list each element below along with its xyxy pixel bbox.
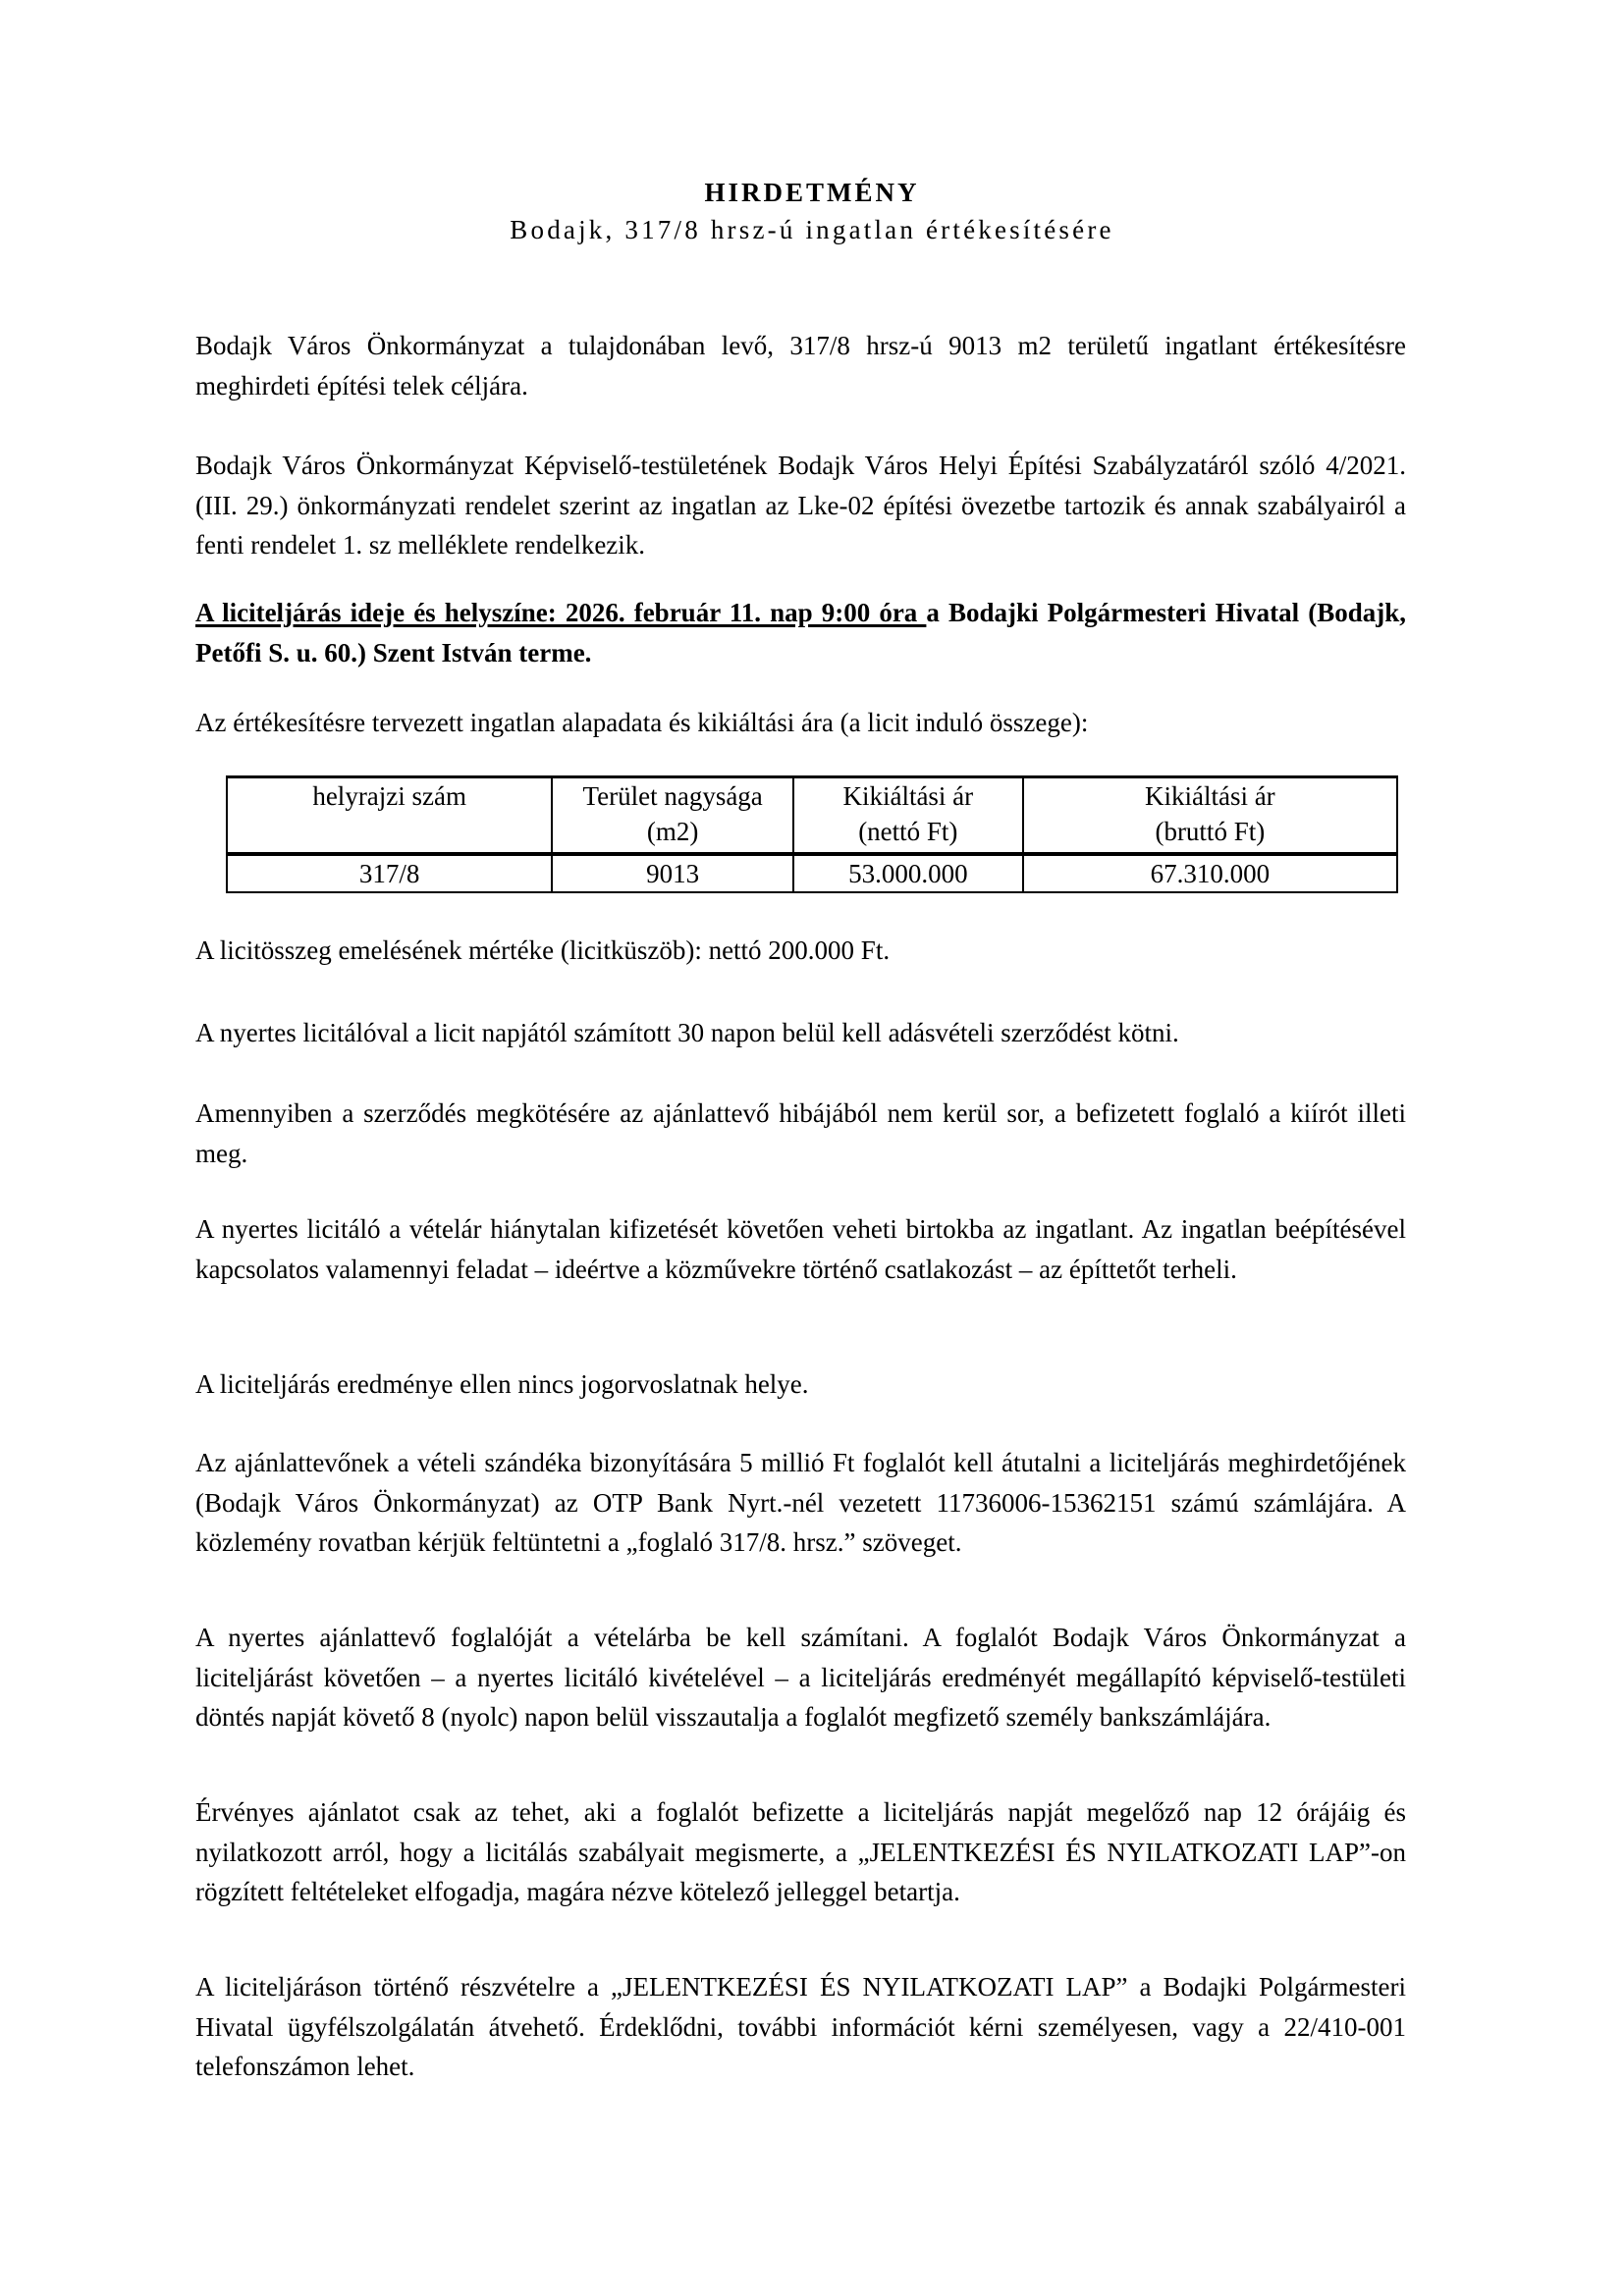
- header-text: (nettó Ft): [858, 817, 958, 846]
- document-title: HIRDETMÉNY: [704, 178, 920, 207]
- table-cell-lot-number: 317/8: [227, 854, 552, 892]
- table-cell-net-price: 53.000.000: [793, 854, 1023, 892]
- table-header-cell: [227, 777, 552, 854]
- paragraph-table-intro: Az értékesítésre tervezett ingatlan alapadata és kikiáltási ára (a licit induló összege):: [195, 708, 1089, 737]
- table-header-cell: [552, 777, 793, 854]
- header-text: Terület nagysága: [582, 781, 763, 811]
- paragraph-contract: A nyertes licitálóval a licit napjától számított 30 napon belül kell adásvételi szerződést kötni.: [195, 1018, 1179, 1047]
- paragraph-refund: A nyertes ajánlattevő foglalóját a vételárba be kell számítani. A foglalót Bodajk Város Önkormányzat a liciteljárást követően – a nyertes licitáló kivételével – a liciteljárás eredményét megállapító képviselő-testületi döntés napját követő 8 (nyolc) napon belül visszautalja a foglalót megfizető személy bankszámlájára.: [195, 1623, 1406, 1732]
- paragraph-regulation: Bodajk Város Önkormányzat Képviselő-testületének Bodajk Város Helyi Építési Szabályzatáról szóló 4/2021. (III. 29.) önkormányzati rendelet szerint az ingatlan az Lke-02 építési övezetbe tartozik és annak szabályairól a fenti rendelet 1. sz melléklete rendelkezik.: [195, 451, 1406, 560]
- table-header-row: [227, 777, 1397, 854]
- paragraph-no-appeal: A liciteljárás eredménye ellen nincs jogorvoslatnak helye.: [195, 1369, 809, 1399]
- paragraph-possession: A nyertes licitáló a vételár hiánytalan kifizetését követően veheti birtokba az ingatlant. Az ingatlan beépítésével kapcsolatos valamennyi feladat – ideértve a közművekre történő csatlakozást – az építtetőt terheli.: [195, 1214, 1406, 1284]
- paragraph-auction-time-place: [195, 593, 1406, 672]
- auction-time-underlined: A liciteljárás ideje és helyszíne: 2026. február 11. nap 9:00 óra: [195, 598, 927, 627]
- paragraph-contact: A liciteljáráson történő részvételre a „JELENTKEZÉSI ÉS NYILATKOZATI LAP” a Bodajki Polgármesteri Hivatal ügyfélszolgálatán átvehető. Érdeklődni, további információt kérni személyesen, vagy a 22/410-001 telefonszámon lehet.: [195, 1972, 1406, 2081]
- auction-place: a Bodajki Polgármesteri Hivatal (Bodajk, Petőfi S. u. 60.) Szent István terme.: [195, 598, 1406, 667]
- paragraph-increment: A licitösszeg emelésének mértéke (licitküszöb): nettó 200.000 Ft.: [195, 935, 891, 965]
- header-text: Kikiáltási ár: [1144, 781, 1275, 811]
- header-text: Kikiáltási ár: [842, 781, 974, 811]
- paragraph-intro: Bodajk Város Önkormányzat a tulajdonában levő, 317/8 hrsz-ú 9013 m2 területű ingatlant értékesítésre meghirdeti építési telek céljára.: [195, 331, 1406, 400]
- table-header-cell: [793, 777, 1023, 854]
- paragraph-deposit: Az ajánlattevőnek a vételi szándéka bizonyítására 5 millió Ft foglalót kell átutalni a liciteljárás meghirdetőjének (Bodajk Város Önkormányzat) az OTP Bank Nyrt.-nél vezetett 11736006-15362151 számú számlájára. A közlemény rovatban kérjük feltüntetni a „foglaló 317/8. hrsz.” szöveget.: [195, 1448, 1406, 1557]
- table-cell-area: 9013: [552, 854, 793, 892]
- header-text: (m2): [646, 817, 699, 846]
- table-row: [227, 854, 1397, 892]
- document-subtitle: Bodajk, 317/8 hrsz-ú ingatlan értékesítésére: [510, 215, 1114, 244]
- paragraph-forfeit: Amennyiben a szerződés megkötésére az ajánlattevő hibájából nem kerül sor, a befizetett foglaló a kiírót illeti meg.: [195, 1098, 1406, 1168]
- property-table: [226, 775, 1398, 893]
- table-header-cell: [1023, 777, 1397, 854]
- table-cell-gross-price: 67.310.000: [1023, 854, 1397, 892]
- header-text: helyrajzi szám: [312, 781, 467, 811]
- header-text: (bruttó Ft): [1155, 817, 1266, 846]
- paragraph-valid-offer: Érvényes ajánlatot csak az tehet, aki a foglalót befizette a liciteljárás napját megelőző nap 12 órájáig és nyilatkozott arról, hogy a licitálás szabályait megismerte, a „JELENTKEZÉSI ÉS NYILATKOZATI LAP”-on rögzített feltételeket elfogadja, magára nézve kötelező jelleggel betartja.: [195, 1797, 1406, 1906]
